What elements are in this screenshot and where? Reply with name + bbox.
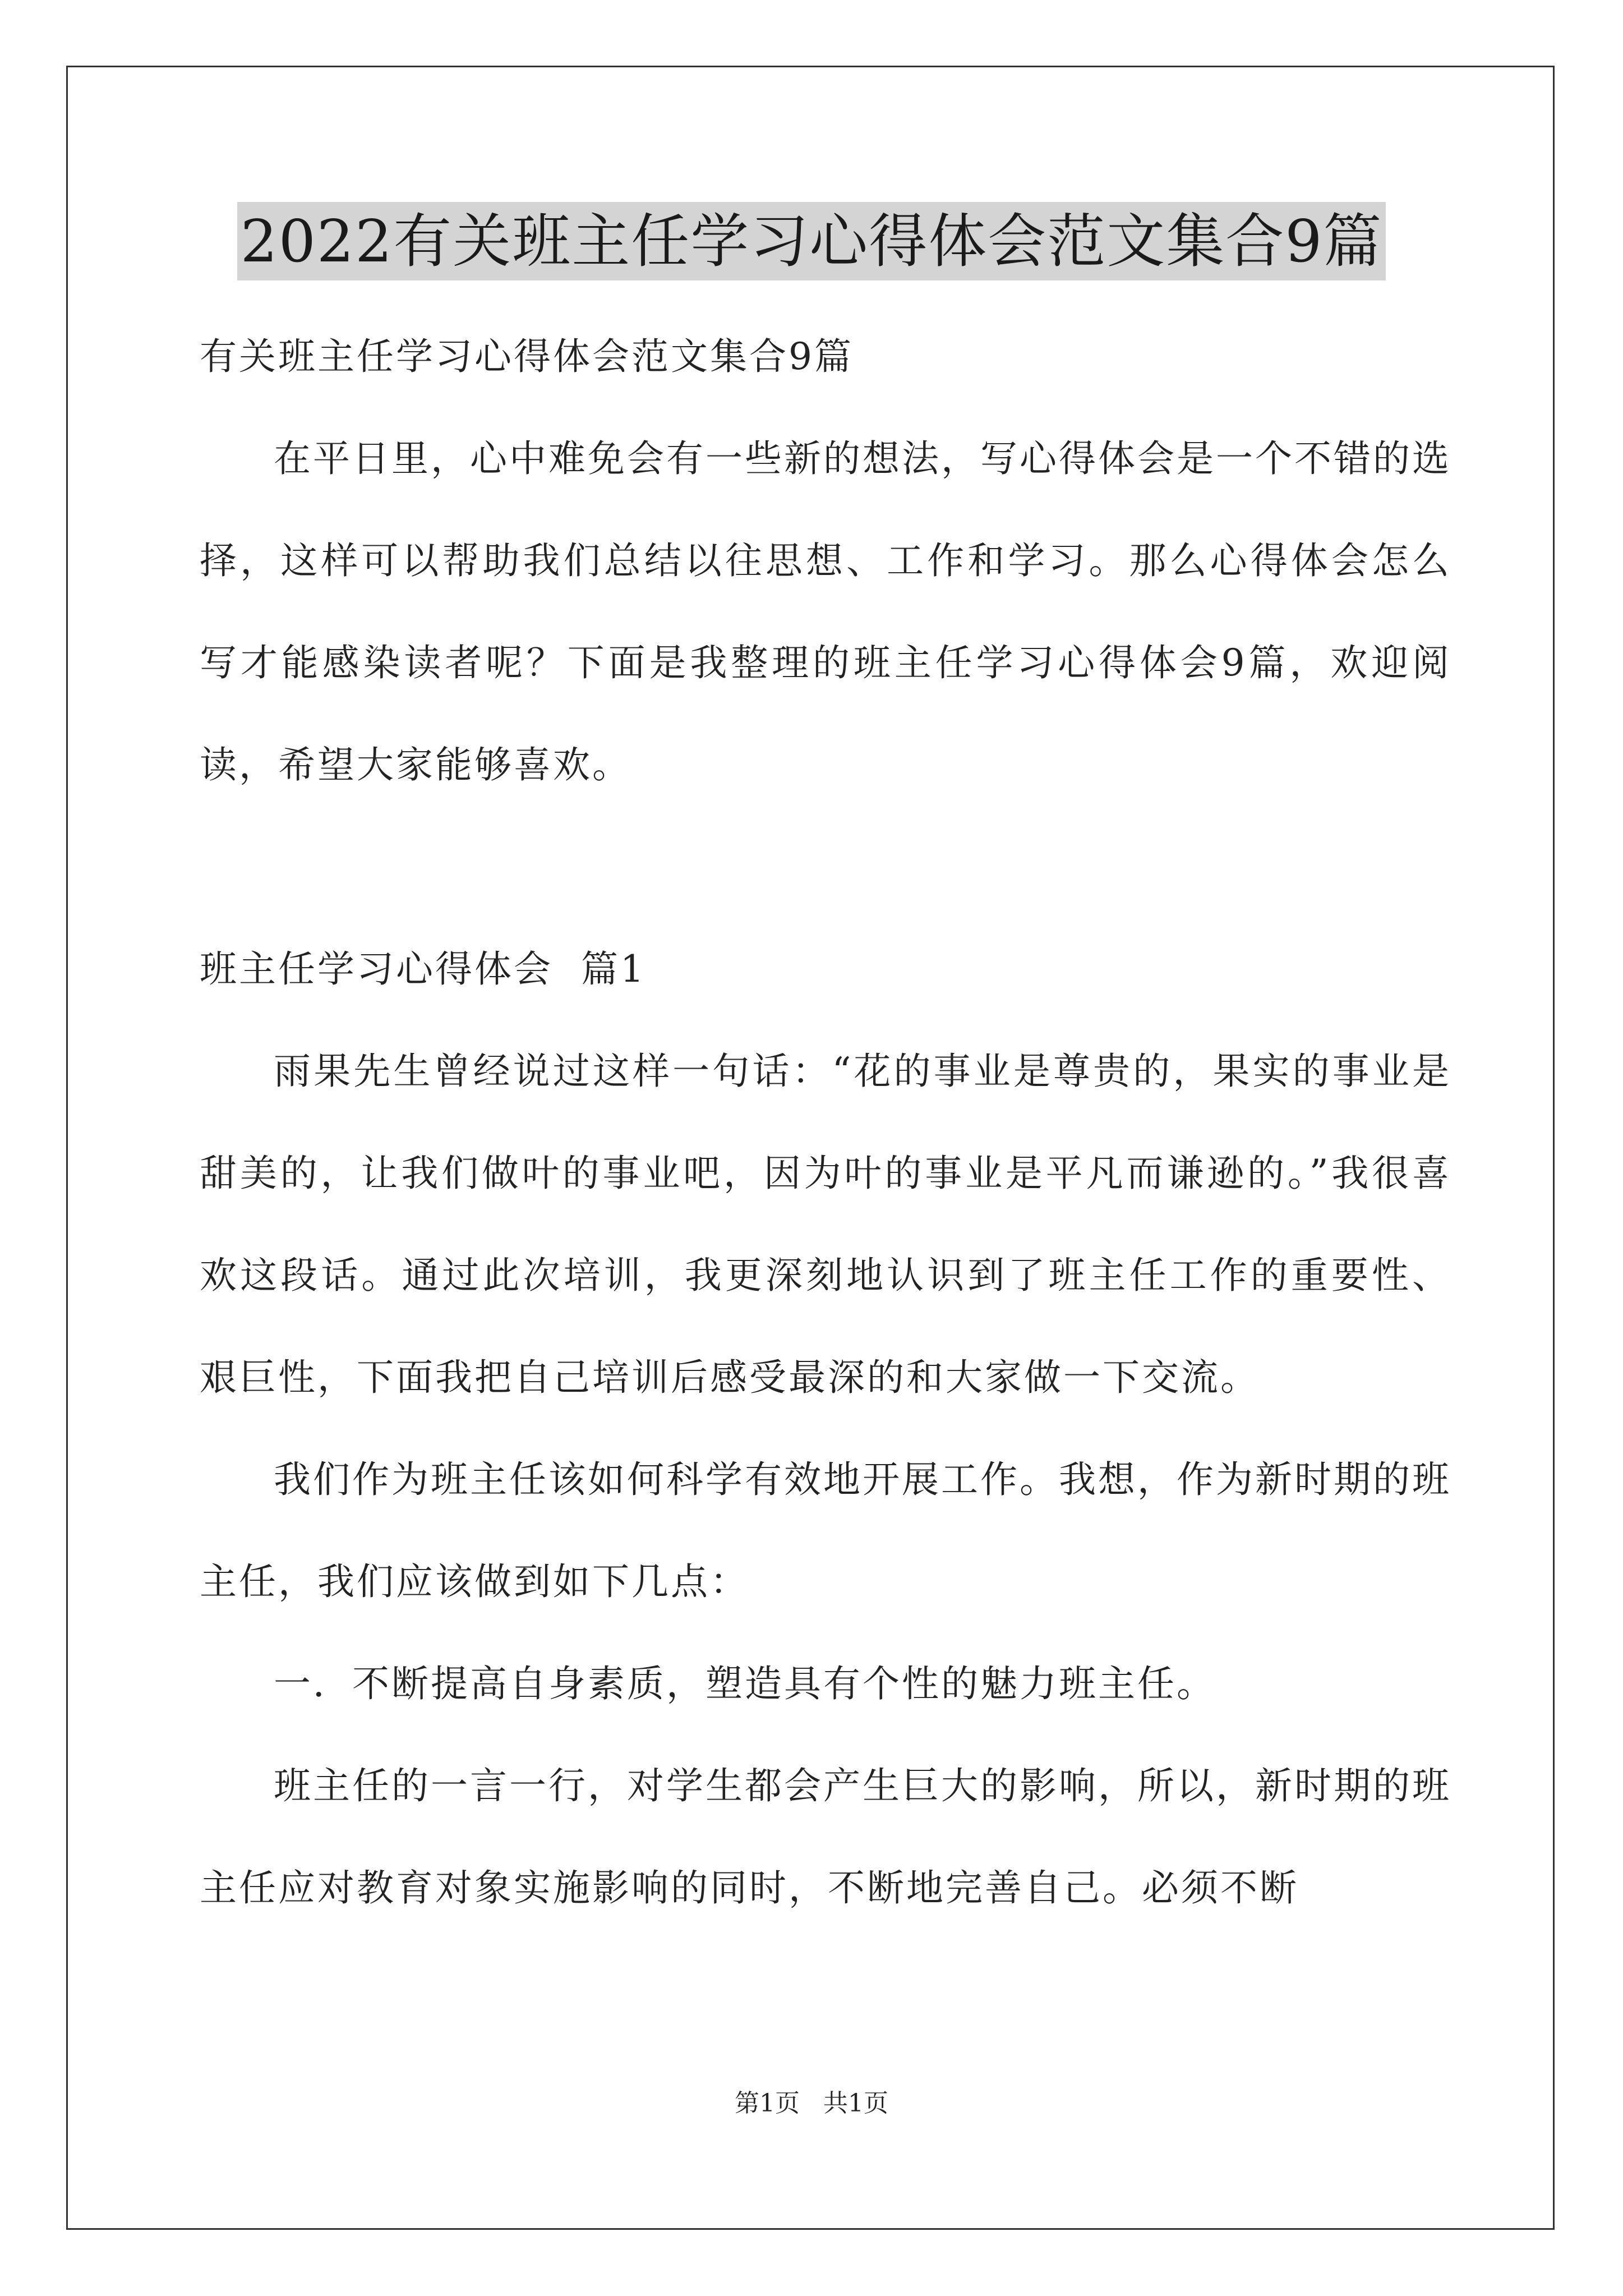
body-paragraph: 班主任的一言一行，对学生都会产生巨大的影响，所以，新时期的班主任应对教育对象实施影响的同时，不断地完善自己。必须不断 <box>200 1764 1451 1910</box>
intro-paragraph: 在平日里，心中难免会有一些新的想法，写心得体会是一个不错的选择，这样可以帮助我们总结以往思想、工作和学习。那么心得体会怎么写才能感染读者呢？下面是我整理的班主任学习心得体会9篇，欢迎阅读，希望大家能够喜欢。 <box>200 437 1451 786</box>
document-subtitle: 有关班主任学习心得体会范文集合9篇 <box>200 335 854 378</box>
section-heading: 班主任学习心得体会 篇1 <box>200 947 646 991</box>
body-paragraph: 一．不断提高自身素质，塑造具有个性的魅力班主任。 <box>274 1662 1216 1705</box>
title-container <box>0 202 1623 280</box>
body-paragraph: 我们作为班主任该如何科学有效地开展工作。我想，作为新时期的班主任，我们应该做到如下几点： <box>200 1458 1451 1603</box>
document-title: 2022有关班主任学习心得体会范文集合9篇 <box>237 202 1386 280</box>
paragraph-gap <box>200 816 1451 918</box>
page-footer: 第1页 共1页 <box>735 2089 888 2118</box>
document-body <box>200 306 1451 1939</box>
body-paragraph: 雨果先生曾经说过这样一句话：“花的事业是尊贵的，果实的事业是甜美的，让我们做叶的事业吧，因为叶的事业是平凡而谦逊的。”我很喜欢这段话。通过此次培训，我更深刻地认识到了班主任工作的重要性、艰巨性，下面我把自己培训后感受最深的和大家做一下交流。 <box>200 1050 1451 1399</box>
